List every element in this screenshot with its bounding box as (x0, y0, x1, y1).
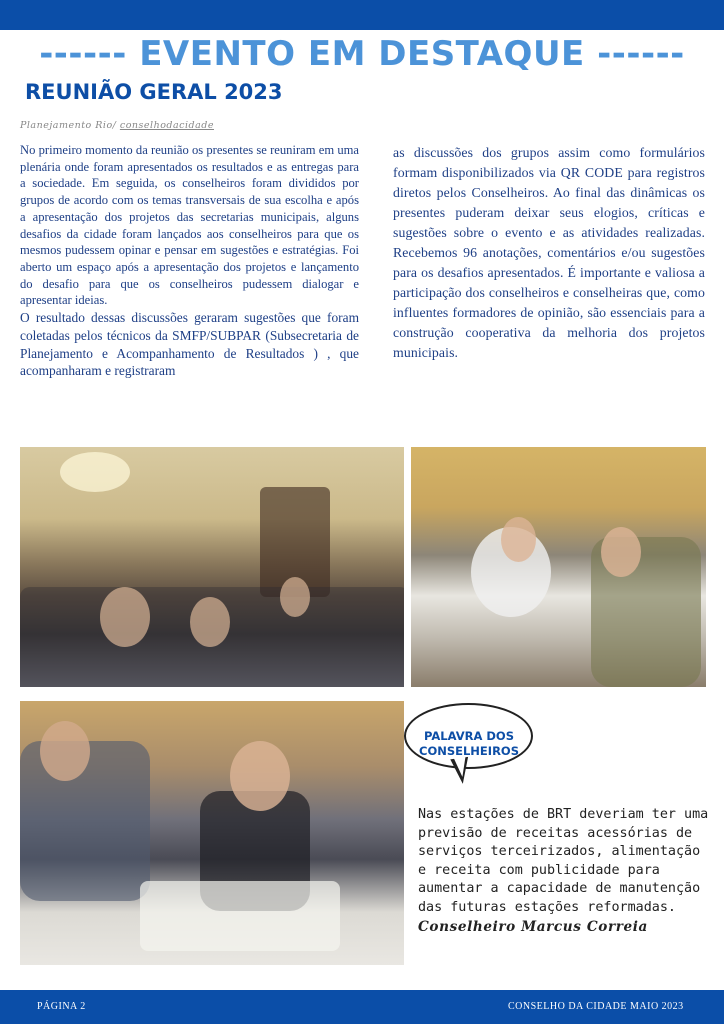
page-number: PÁGINA 2 (37, 1001, 86, 1012)
page-title: ------ EVENTO EM DESTAQUE ------ (39, 34, 685, 74)
article-column-right (393, 143, 705, 363)
article-column-left (20, 142, 359, 380)
councillor-quote (418, 806, 713, 936)
bubble-line-1: PALAVRA DOS (424, 729, 514, 743)
article-paragraph-2: O resultado dessas discussões geraram sugestões que foram coletadas pelos técnicos da SMFP/SUBPAR (Subsecretaria de Planejamento e Acompanhamento de Resultados ) , que acompanharam e registraram (20, 310, 359, 379)
speech-bubble-tail-inner (454, 756, 469, 777)
byline-prefix: Planejamento Rio/ (20, 120, 120, 131)
article-subtitle: REUNIÃO GERAL 2023 (25, 80, 283, 104)
quote-text: Nas estações de BRT deveriam ter uma previsão de receitas acessórias de serviços terceirizados, alimentação e receita com publicidade para aumentar a capacidade de manutenção das futuras estações reformadas. (418, 807, 709, 915)
top-banner (0, 0, 724, 30)
quote-signature: Conselheiro Marcus Correia (418, 918, 648, 935)
byline (20, 120, 214, 131)
publication-info: CONSELHO DA CIDADE MAIO 2023 (508, 1001, 684, 1012)
bubble-line-2: CONSELHEIROS (419, 743, 519, 758)
workgroup-photo (411, 447, 706, 687)
speech-bubble-text (404, 729, 534, 758)
discussion-table-photo (20, 701, 404, 965)
byline-link[interactable]: conselhodacidade (119, 120, 214, 131)
article-paragraph-1: No primeiro momento da reunião os presentes se reuniram em uma plenária onde foram apresentados os resultados e as entregas para a sociedade. Em seguida, os conselheiros foram divididos por grupos de acordo com os temas transversais de sua escolha e após a apresentação dos projetos das secretarias municipais, alguns desafios da cidade foram lançados aos conselheiros para que os mesmos pudessem opinar e pensar em sugestões e estratégias. Foi aberto um espaço após a apresentação dos projetos e lançamento do desafio para que os conselheiros pudessem dialogar e apresentar ideias. (20, 143, 359, 308)
plenary-photo (20, 447, 404, 687)
article-paragraph-3: as discussões dos grupos assim como formulários formam disponibilizados via QR CODE para registros diretos pelos Conselheiros. Ao final das dinâmicas os presentes puderam deixar seus elogios, críticas e sugestões sobre o evento e as atividades realizadas. Recebemos 96 anotações, comentários e/ou sugestões para os desafios apresentados. É importante e valiosa a participação dos conselheiros e conselheiras que, como influentes formadores de opinião, são essenciais para a construção cooperativa da melhoria dos projetos municipais. (393, 145, 705, 360)
footer-bar (0, 990, 724, 1024)
